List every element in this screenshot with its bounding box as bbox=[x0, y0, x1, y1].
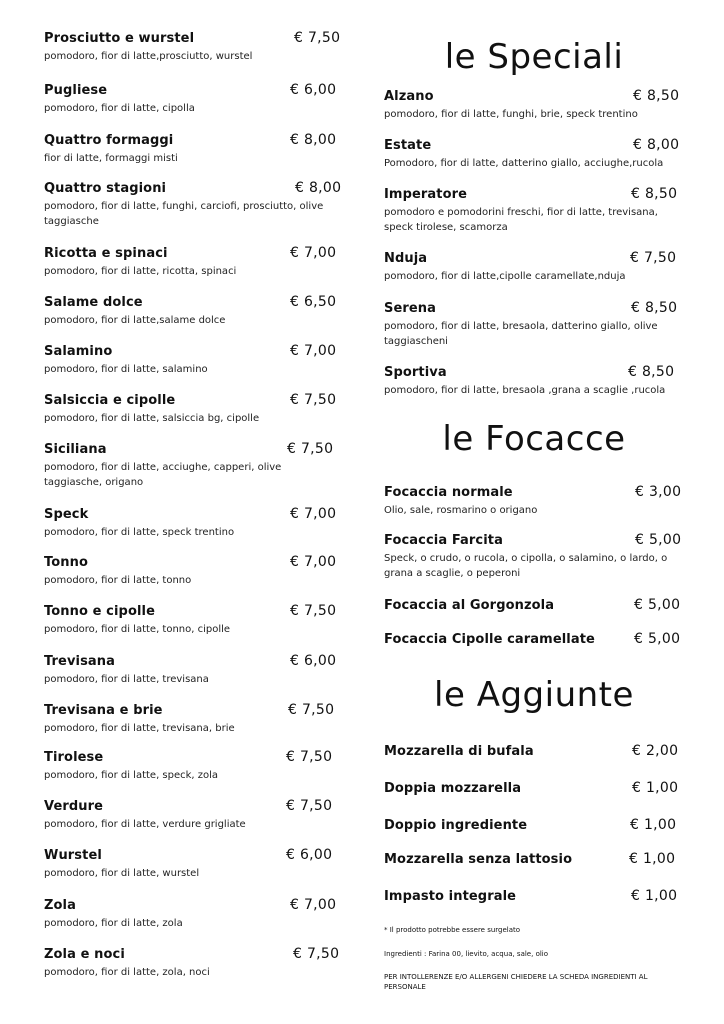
item-name: Zola bbox=[44, 898, 76, 913]
item-name: Tonno e cipolle bbox=[44, 604, 156, 619]
item-description: pomodoro, fior di latte, salsiccia bg, cipolle bbox=[44, 413, 260, 424]
item-description: pomodoro, fior di latte, zola bbox=[44, 918, 183, 929]
item-price: € 7,00 bbox=[290, 343, 337, 359]
item-description: pomodoro, fior di latte, salamino bbox=[44, 364, 208, 375]
item-price: € 6,00 bbox=[290, 653, 337, 669]
item-name: Serena bbox=[384, 301, 437, 316]
item-name: Verdure bbox=[44, 799, 104, 814]
item-name: Nduja bbox=[384, 251, 428, 266]
frozen-note: * Il prodotto potrebbe essere surgelato bbox=[384, 926, 521, 934]
item-name: Focaccia Cipolle caramellate bbox=[384, 632, 595, 647]
item-name: Sportiva bbox=[384, 365, 447, 380]
item-description: pomodoro, fior di latte, funghi, brie, speck trentino bbox=[384, 109, 638, 120]
item-description: pomodoro, fior di latte,prosciutto, wurstel bbox=[44, 51, 253, 62]
item-description: pomodoro e pomodorini freschi, fior di latte, trevisana, speck tirolese, scamorza bbox=[384, 207, 658, 233]
item-description: pomodoro, fior di latte, tonno bbox=[44, 575, 192, 586]
item-name: Prosciutto e wurstel bbox=[44, 31, 195, 46]
item-description: pomodoro, fior di latte, trevisana, brie bbox=[44, 723, 235, 734]
ingredients-note: Ingredienti : Farina 00, lievito, acqua, sale, olio bbox=[384, 950, 549, 958]
item-price: € 7,00 bbox=[290, 506, 337, 522]
item-price: € 8,50 bbox=[633, 88, 680, 104]
item-name: Pugliese bbox=[44, 83, 108, 98]
item-price: € 5,00 bbox=[635, 532, 682, 548]
item-price: € 7,50 bbox=[294, 30, 341, 46]
item-description: pomodoro, fior di latte, trevisana bbox=[44, 674, 209, 685]
item-price: € 7,50 bbox=[290, 603, 337, 619]
item-description: pomodoro, fior di latte,cipolle caramellate,nduja bbox=[384, 271, 626, 282]
item-description: pomodoro, fior di latte, funghi, carciofi, prosciutto, olive taggiasche bbox=[44, 201, 324, 227]
item-name: Siciliana bbox=[44, 442, 107, 457]
item-description: Olio, sale, rosmarino o origano bbox=[384, 505, 538, 516]
section-title-speciali: le Speciali bbox=[444, 37, 624, 77]
item-price: € 5,00 bbox=[634, 631, 681, 647]
item-price: € 6,00 bbox=[290, 82, 337, 98]
item-name: Quattro stagioni bbox=[44, 181, 167, 196]
item-price: € 6,50 bbox=[290, 294, 337, 310]
item-price: € 7,00 bbox=[290, 897, 337, 913]
item-description: pomodoro, fior di latte, speck trentino bbox=[44, 527, 235, 538]
item-name: Wurstel bbox=[44, 848, 102, 863]
item-price: € 7,50 bbox=[290, 392, 337, 408]
item-price: € 7,00 bbox=[290, 554, 337, 570]
item-name: Alzano bbox=[384, 89, 434, 104]
item-description: pomodoro, fior di latte, zola, noci bbox=[44, 967, 210, 978]
item-name: Salamino bbox=[44, 344, 113, 359]
item-price: € 1,00 bbox=[632, 780, 679, 796]
section-title-focacce: le Focacce bbox=[442, 419, 626, 459]
item-name: Zola e noci bbox=[44, 947, 125, 962]
item-description: fior di latte, formaggi misti bbox=[44, 153, 178, 164]
item-price: € 5,00 bbox=[634, 597, 681, 613]
item-price: € 1,00 bbox=[630, 817, 677, 833]
item-price: € 3,00 bbox=[635, 484, 682, 500]
item-description: pomodoro, fior di latte, bresaola, datterino giallo, olive taggiascheni bbox=[384, 321, 658, 347]
item-price: € 7,50 bbox=[286, 749, 333, 765]
item-name: Focaccia Farcita bbox=[384, 533, 503, 548]
item-name: Ricotta e spinaci bbox=[44, 246, 168, 261]
item-description: pomodoro, fior di latte, speck, zola bbox=[44, 770, 219, 781]
item-name: Mozzarella di bufala bbox=[384, 744, 534, 759]
item-name: Doppio ingrediente bbox=[384, 818, 528, 833]
item-description: Pomodoro, fior di latte, datterino giallo, acciughe,rucola bbox=[384, 158, 664, 169]
item-price: € 8,50 bbox=[628, 364, 675, 380]
item-name: Speck bbox=[44, 507, 89, 522]
item-name: Mozzarella senza lattosio bbox=[384, 852, 573, 867]
item-price: € 8,50 bbox=[631, 186, 678, 202]
item-name: Focaccia al Gorgonzola bbox=[384, 598, 555, 613]
item-price: € 7,00 bbox=[290, 245, 337, 261]
item-description: Speck, o crudo, o rucola, o cipolla, o salamino, o lardo, o grana a scaglie, o peperoni bbox=[384, 553, 668, 579]
item-name: Doppia mozzarella bbox=[384, 781, 522, 796]
item-description: pomodoro, fior di latte,salame dolce bbox=[44, 315, 226, 326]
item-name: Quattro formaggi bbox=[44, 133, 174, 148]
item-name: Trevisana e brie bbox=[44, 703, 163, 718]
item-description: pomodoro, fior di latte, acciughe, capperi, olive taggiasche, origano bbox=[44, 462, 282, 488]
item-description: pomodoro, fior di latte, cipolla bbox=[44, 103, 195, 114]
item-description: pomodoro, fior di latte, tonno, cipolle bbox=[44, 624, 231, 635]
item-price: € 8,00 bbox=[633, 137, 680, 153]
item-price: € 1,00 bbox=[629, 851, 676, 867]
item-name: Impasto integrale bbox=[384, 889, 517, 904]
item-description: pomodoro, fior di latte, verdure grigliate bbox=[44, 819, 246, 830]
item-name: Trevisana bbox=[44, 654, 116, 669]
item-name: Salame dolce bbox=[44, 295, 143, 310]
item-price: € 7,50 bbox=[287, 441, 334, 457]
item-description: pomodoro, fior di latte, ricotta, spinaci bbox=[44, 266, 237, 277]
section-title-aggiunte: le Aggiunte bbox=[434, 675, 634, 715]
item-name: Focaccia normale bbox=[384, 485, 513, 500]
item-price: € 1,00 bbox=[631, 888, 678, 904]
item-price: € 8,50 bbox=[631, 300, 678, 316]
item-name: Tonno bbox=[44, 555, 89, 570]
item-name: Imperatore bbox=[384, 187, 468, 202]
item-name: Estate bbox=[384, 138, 432, 153]
item-price: € 7,50 bbox=[288, 702, 335, 718]
item-price: € 8,00 bbox=[295, 180, 342, 196]
item-price: € 7,50 bbox=[630, 250, 677, 266]
item-price: € 6,00 bbox=[286, 847, 333, 863]
item-price: € 7,50 bbox=[286, 798, 333, 814]
item-price: € 7,50 bbox=[293, 946, 340, 962]
item-description: pomodoro, fior di latte, bresaola ,grana a scaglie ,rucola bbox=[384, 385, 666, 396]
item-name: Salsiccia e cipolle bbox=[44, 393, 176, 408]
item-price: € 2,00 bbox=[632, 743, 679, 759]
item-name: Tirolese bbox=[44, 750, 104, 765]
item-description: pomodoro, fior di latte, wurstel bbox=[44, 868, 200, 879]
allergens-note: PER INTOLLERENZE E/O ALLERGENI CHIEDERE LA SCHEDA INGREDIENTI AL PERSONALE bbox=[384, 973, 648, 991]
item-price: € 8,00 bbox=[290, 132, 337, 148]
